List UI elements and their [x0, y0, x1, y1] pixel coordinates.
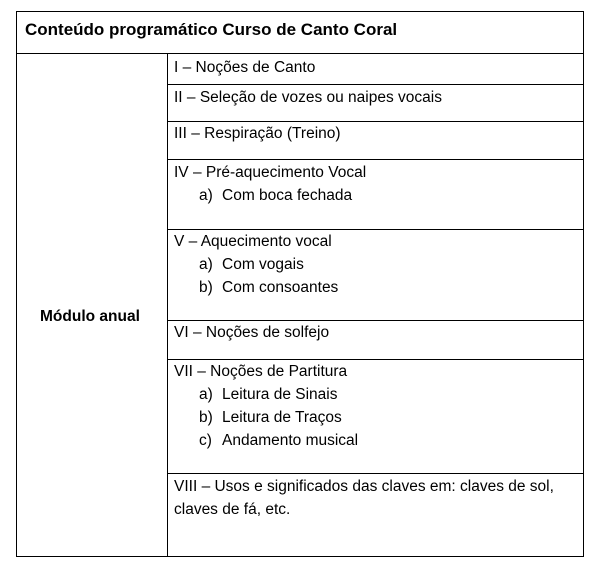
list-marker: b): [199, 279, 213, 296]
table-row: [168, 160, 583, 230]
list-item-text: Com vogais: [222, 256, 304, 273]
table-row: [168, 85, 583, 122]
curriculum-table: [16, 11, 584, 557]
table-row: [168, 474, 583, 556]
list-item-text: Leitura de Traços: [222, 409, 342, 426]
list-item: [174, 383, 583, 406]
list-marker: a): [199, 187, 213, 204]
list-item: [174, 253, 583, 276]
row-title: VII – Noções de Partitura: [174, 363, 348, 380]
table-row: [168, 230, 583, 321]
row-title: V – Aquecimento vocal: [174, 233, 332, 250]
subitem-list: [174, 253, 583, 299]
list-marker: a): [199, 386, 213, 403]
list-marker: b): [199, 409, 213, 426]
list-item: [174, 429, 583, 452]
module-label: Módulo anual: [40, 308, 140, 325]
row-title: I – Noções de Canto: [174, 59, 316, 76]
row-title: IV – Pré-aquecimento Vocal: [174, 164, 367, 181]
list-marker: c): [199, 432, 212, 449]
list-item: [174, 276, 583, 299]
module-cell: [17, 54, 168, 556]
list-item-text: Com consoantes: [222, 279, 339, 296]
table-row: [168, 321, 583, 360]
table-row: [168, 54, 583, 85]
row-title: II – Seleção de vozes ou naipes vocais: [174, 89, 442, 106]
row-title: III – Respiração (Treino): [174, 125, 341, 142]
table-row: [168, 360, 583, 474]
subitem-list: [174, 383, 583, 452]
row-title: VI – Noções de solfejo: [174, 324, 330, 341]
list-item-text: Andamento musical: [222, 432, 359, 449]
subitem-list: [174, 184, 583, 207]
list-item-text: Com boca fechada: [222, 187, 353, 204]
table-title: Conteúdo programático Curso de Canto Coral: [17, 12, 583, 54]
table-row: [168, 122, 583, 160]
list-marker: a): [199, 256, 213, 273]
list-item: [174, 184, 583, 207]
list-item-text: Leitura de Sinais: [222, 386, 338, 403]
row-title: VIII – Usos e significados das claves em: claves de sol, claves de fá, etc.: [174, 478, 554, 518]
list-item: [174, 406, 583, 429]
